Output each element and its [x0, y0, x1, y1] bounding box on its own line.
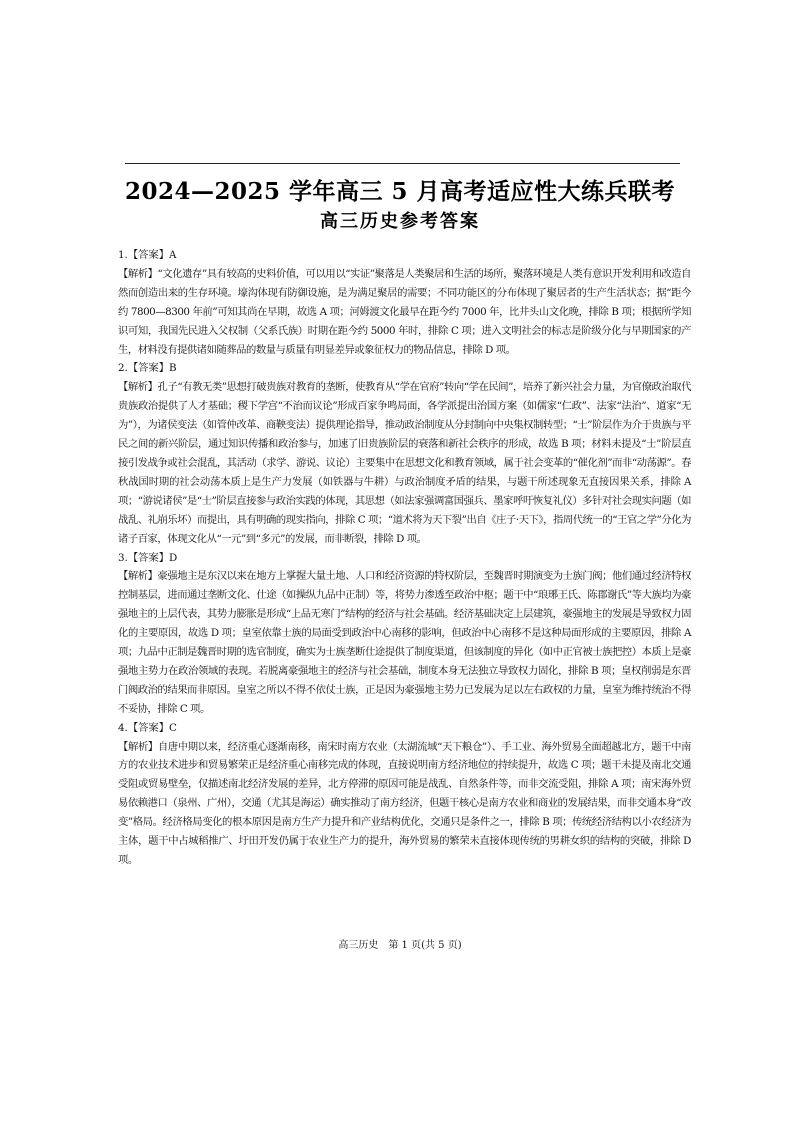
answer-key: 【答案】A [127, 249, 177, 261]
question-number: 3. [118, 551, 128, 564]
answer-line [118, 246, 691, 265]
answer-key: 【答案】D [127, 551, 178, 564]
document-title: 2024—2025 学年高三 5 月高考适应性大练兵联考 [124, 178, 676, 205]
question-block [118, 549, 691, 719]
question-block [118, 359, 691, 548]
analysis-text: 【解析】豪强地主是东汉以来在地方上掌握大量土地、人口和经济资源的特权阶层，至魏晋时期演变为士族门阀；他们通过经济特权控制基层，进而通过垄断文化、仕途（如操纵九品中正制）等，将势力渗透至政治中枢；题干中“琅琊王氏、陈郡谢氏”等大族均为豪强地主的上层代表，其势力膨胀是形成“上品无寒门”结构的经济与社会基础。经济基础决定上层建筑，豪强地主的发展是导致权力固化的主要原因，故选 D 项；皇室依靠士族的局面受到政治中心南移的影响，但政治中心南移不是这种局面形成的主要原因，排除 A 项；九品中正制是魏晋时期的选官制度，确实为士族垄断仕途提供了制度渠道，但该制度的异化（如中正官被士族把控）本质上是豪强地主势力在政治领域的表现。若脱离豪强地主的经济与社会基础，制度本身无法独立导致权力固化，排除 B 项；皇权削弱是东晋门阀政治的结果而非原因。皇室之所以不得不依仗士族，正是因为豪强地主势力已发展为足以左右政权的力量，皇室为维持统治不得不妥协，排除 C 项。 [118, 570, 691, 715]
answer-key: 【答案】C [127, 721, 177, 734]
answer-key: 【答案】B [127, 362, 177, 375]
analysis-text: 【解析】“文化遗存”具有较高的史料价值，可以用以“实证”聚落是人类聚居和生活的场所，聚落环境是人类有意识开发利用和改造自然而创造出来的生存环境。壕沟体现有防御设施，是为满足聚居的需要；不同功能区的分布体现了聚居者的生产生活状态；据“距今约 7800—8300 年前”可知其尚在早期，故选 A 项；河姆渡文化最早在距今约 7000 年，比井头山文化晚，排除 B 项；根据所学知识可知，我国先民进入父权制（父系氏族）时期在距今约 5000 年时，排除 C 项；进入文明社会的标志是阶级分化与早期国家的产生，材料没有提供诸如随葬品的数量与质量有明显差异或象征权力的物品信息，排除 D 项。 [118, 267, 691, 356]
question-number: 4. [118, 721, 128, 734]
question-number: 2. [118, 362, 128, 375]
analysis-text: 【解析】自唐中期以来，经济重心逐渐南移，南宋时南方农业（太湖流域“天下粮仓”）、手工业、海外贸易全面超越北方，题干中南方的农业技术进步和贸易繁荣正是经济重心南移完成的体现，直接说明南方经济地位的持续提升，故选 C 项；题干未提及南北交通受阻或贸易壁垒，仅描述南北经济发展的差异，北方停滞的原因可能是战乱、自然条件等，而非交流受阻，排除 A 项；南宋海外贸易依赖港口（泉州、广州），交通（尤其是海运）确实推动了南方经济，但题干核心是南方农业和商业的发展结果，而非交通本身“改变”格局。经济格局变化的根本原因是南方生产力提升和产业结构优化，交通只是条件之一，排除 B 项；传统经济结构以小农经济为主体，题干中占城稻推广、圩田开发仍属于农业生产力的提升，海外贸易的繁荣未直接体现传统的男耕女织的结构的突破，排除 D 项。 [118, 740, 691, 866]
answer-content [118, 246, 691, 870]
question-number: 1. [118, 249, 128, 261]
answer-line [118, 549, 691, 568]
analysis-text: 【解析】孔子“有教无类”思想打破贵族对教育的垄断，使教育从“学在官府”转向“学在民间”，培养了新兴社会力量，为官僚政治取代贵族政治提供了人才基础；稷下学宫“不治而议论”形成百家争鸣局面，各学派提出治国方案（如儒家“仁政”、法家“法治”、道家“无为”），为诸侯变法（如管仲改革、商鞅变法）提供理论指导，推动政治制度从分封制向中央集权制转型；“士”阶层作为介于贵族与平民之间的新兴阶层，通过知识传播和政治参与，加速了旧贵族阶层的衰落和新社会秩序的形成，故选 B 项；材料未提及“士”阶层直接引发战争或社会混乱，其活动（求学、游说、议论）主要集中在思想文化和教育领域，属于社会变革的“催化剂”而非“动荡源”。春秋战国时期的社会动荡本质上是生产力发展（如铁器与牛耕）与政治制度矛盾的结果，与题干所述现象无直接因果关系，排除 A 项；“游说诸侯”是“士”阶层直接参与政治实践的体现，其思想（如法家强调富国强兵、墨家呼吁恢复礼仪）多针对社会现实问题（如战乱、礼崩乐坏）而提出，具有明确的现实指向，排除 C 项；“道术将为天下裂”出自《庄子·天下》，指周代统一的“王官之学”分化为诸子百家，体现文化从“一元”到“多元”的发展，而非断裂，排除 D 项。 [118, 381, 691, 545]
page-footer: 高三历史 第 1 页(共 5 页) [338, 940, 462, 951]
question-block [118, 246, 691, 359]
answer-line [118, 359, 691, 378]
document-subtitle: 高三历史参考答案 [320, 211, 480, 232]
question-block [118, 719, 691, 870]
answer-line [118, 719, 691, 738]
header-rule [125, 163, 680, 164]
